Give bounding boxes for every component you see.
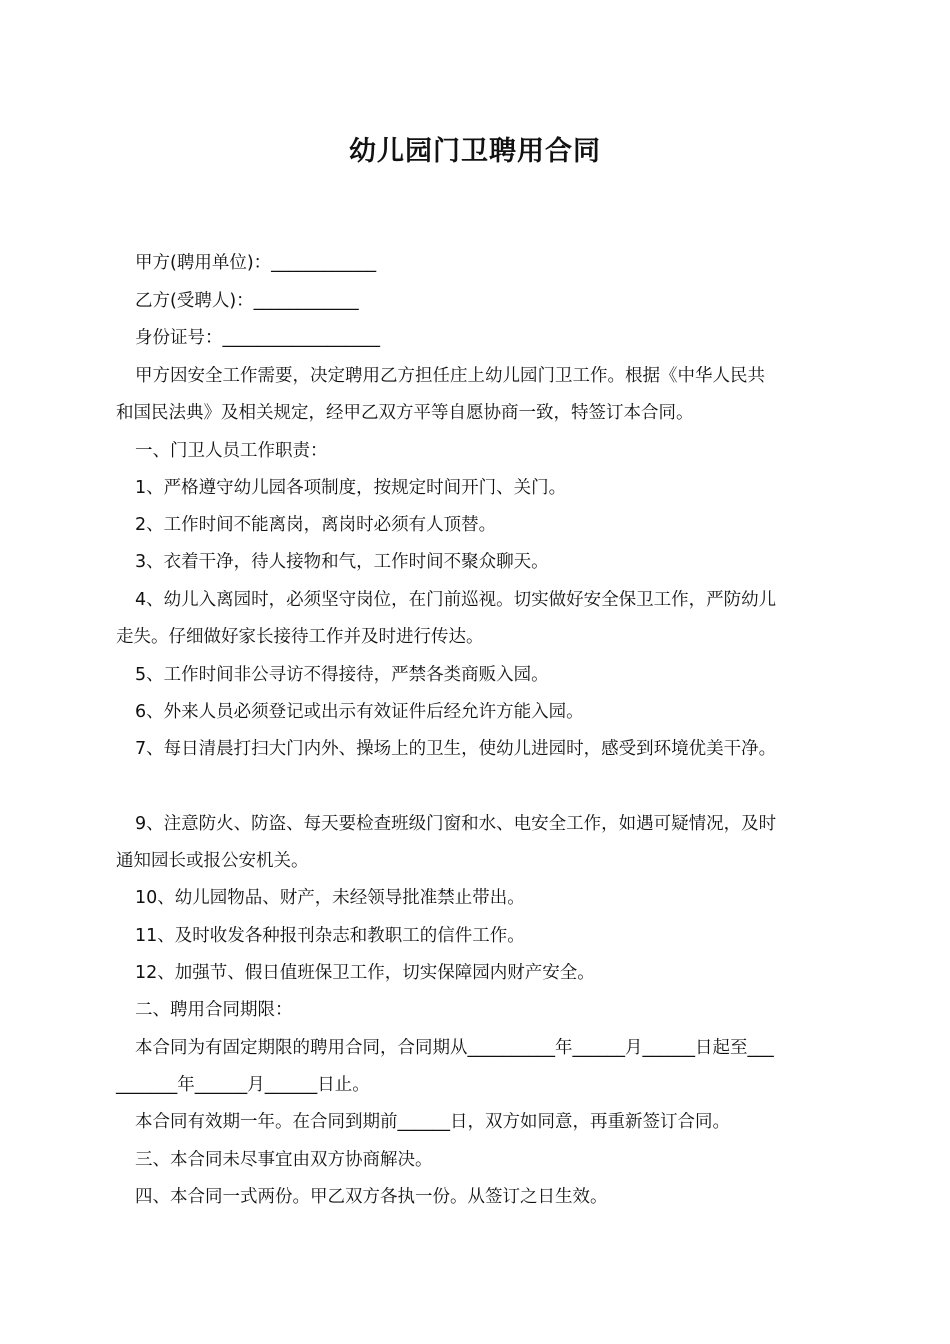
duty-item-12: 12、加强节、假日值班保卫工作，切实保障园内财产安全。 [135,963,595,983]
party-b-line: 乙方(受聘人)：____________ [135,291,359,311]
section-four-line: 四、本合同一式两份。甲乙双方各执一份。从签订之日生效。 [135,1187,608,1207]
duty-item-11: 11、及时收发各种报刊杂志和教职工的信件工作。 [135,926,525,946]
duty-item-2: 2、工作时间不能离岗，离岗时必须有人顶替。 [135,515,497,535]
preamble-line-2: 和国民法典》及相关规定，经甲乙双方平等自愿协商一致，特签订本合同。 [116,403,694,423]
duty-item-5: 5、工作时间非公寻访不得接待，严禁各类商贩入园。 [135,665,549,685]
duty-item-1: 1、严格遵守幼儿园各项制度，按规定时间开门、关门。 [135,478,567,498]
section-heading-term: 二、聘用合同期限： [135,1000,293,1020]
id-number-line: 身份证号：__________________ [135,328,380,348]
document-title: 幼儿园门卫聘用合同 [349,136,601,167]
validity-line: 本合同有效期一年。在合同到期前______日，双方如同意，再重新签订合同。 [135,1112,730,1132]
preamble-line-1: 甲方因安全工作需要，决定聘用乙方担任庄上幼儿园门卫工作。根据《中华人民共 [135,366,765,386]
duty-item-9-line-1: 9、注意防火、防盗、每天要检查班级门窗和水、电安全工作，如遇可疑情况，及时 [135,814,777,834]
duty-item-4-line-1: 4、幼儿入离园时，必须坚守岗位，在门前巡视。切实做好安全保卫工作，严防幼儿 [135,590,777,610]
section-three-line: 三、本合同未尽事宜由双方协商解决。 [135,1150,433,1170]
duty-item-10: 10、幼儿园物品、财产，未经领导批准禁止带出。 [135,888,525,908]
duty-item-4-line-2: 走失。仔细做好家长接待工作并及时进行传达。 [116,627,484,647]
duty-item-6: 6、外来人员必须登记或出示有效证件后经允许方能入园。 [135,702,584,722]
duty-item-3: 3、衣着干净，待人接物和气，工作时间不聚众聊天。 [135,552,549,572]
duty-item-7: 7、每日清晨打扫大门内外、操场上的卫生，使幼儿进园时，感受到环境优美干净。 [135,739,777,759]
term-line-2: _______年______月______日止。 [116,1075,370,1095]
term-line-1: 本合同为有固定期限的聘用合同，合同期从__________年______月______日起至___ [135,1038,774,1058]
party-a-line: 甲方(聘用单位)：____________ [135,253,377,273]
section-heading-duties: 一、门卫人员工作职责： [135,441,328,461]
duty-item-9-line-2: 通知园长或报公安机关。 [116,851,309,871]
